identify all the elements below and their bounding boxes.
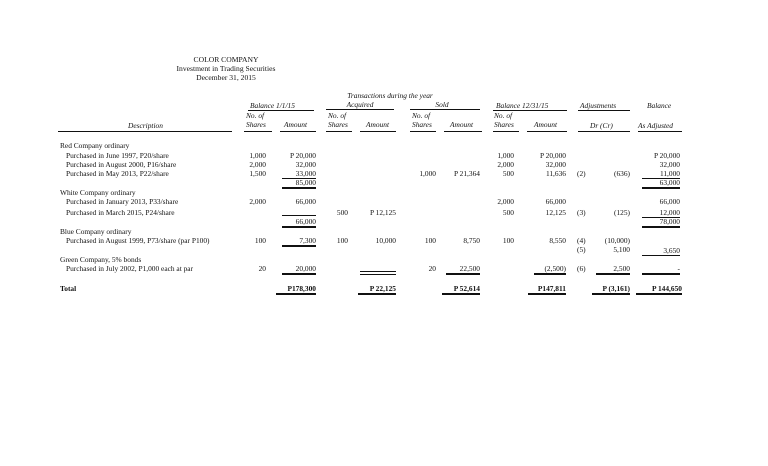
- header-rule: [326, 131, 352, 132]
- balance-start-shares: 1,500: [249, 169, 266, 178]
- balance-start-amount: 32,000: [295, 160, 316, 169]
- header-rule: [410, 131, 436, 132]
- acquired-shares: 500: [336, 208, 348, 217]
- balance-start-amount: P 20,000: [289, 151, 316, 160]
- sold-amount: P 21,364: [453, 169, 480, 178]
- balance-start-shares: 2,000: [249, 197, 266, 206]
- total-balance-adjusted: P 144,650: [636, 284, 682, 295]
- acquired-rule: [326, 109, 394, 110]
- adjustments-rule: [578, 110, 630, 111]
- row-description: Purchased in August 1999, P73/share (par P100): [66, 236, 210, 245]
- sold-shares: 1,000: [419, 169, 436, 178]
- white-subtotal-start: 66,000: [282, 217, 316, 228]
- balance-start-amount: 7,300: [282, 236, 316, 247]
- adjustment-note: (4): [577, 236, 586, 245]
- adjustment-note: (6): [577, 264, 586, 273]
- adjustment-note: (2): [577, 169, 586, 178]
- balance-end-amount: 32,000: [545, 160, 566, 169]
- adjustment-note: (5): [577, 245, 586, 254]
- header-rule: [493, 131, 519, 132]
- balance-start-shares: 2,000: [249, 160, 266, 169]
- acquired-amount: P 12,125: [369, 208, 396, 217]
- balance-end-shares: 2,000: [497, 160, 514, 169]
- header-rule: [638, 131, 682, 132]
- green-company-title: Green Company, 5% bonds: [60, 255, 142, 264]
- description-header: Description: [128, 121, 163, 130]
- acquired-amount: 10,000: [375, 236, 396, 245]
- balance-end-shares: 1,000: [497, 151, 514, 160]
- balance-start-shares: 100: [254, 236, 266, 245]
- balance-end-amount: 11,636: [545, 169, 566, 178]
- description-rule: [58, 131, 232, 132]
- white-company-title: White Company ordinary: [60, 188, 136, 197]
- red-company-title: Red Company ordinary: [60, 141, 130, 150]
- header-rule: [360, 131, 396, 132]
- adjustment-amount: 5,100: [613, 245, 630, 254]
- white-subtotal-adjusted: 78,000: [642, 217, 680, 228]
- total-adjustments: P (3,161): [592, 284, 630, 295]
- acquired-total-rule: [360, 271, 396, 275]
- header-rule: [280, 131, 316, 132]
- red-subtotal-start: 85,000: [282, 178, 316, 189]
- balance-start-amount: 33,000: [282, 169, 316, 179]
- sold-amount: 22,500: [446, 264, 480, 275]
- shares-label: Shares: [246, 120, 266, 129]
- adjustment-note: (3): [577, 208, 586, 217]
- sold-shares: 100: [424, 236, 436, 245]
- report-date: December 31, 2015: [196, 73, 256, 82]
- sold-header: Sold: [435, 100, 449, 109]
- red-subtotal-adjusted: 63,000: [642, 178, 680, 189]
- shares-label: Shares: [412, 120, 432, 129]
- balance-start-shares: 1,000: [249, 151, 266, 160]
- balance-adjusted: -: [642, 264, 680, 275]
- row-description: Purchased in August 2000, P16/share: [66, 160, 177, 169]
- no-of-label: No. of: [494, 111, 513, 120]
- row-description: Purchased in January 2013, P33/share: [66, 197, 179, 206]
- balance-adjusted: 12,000: [642, 208, 680, 218]
- no-of-label: No. of: [412, 111, 431, 120]
- balance-adjusted: 32,000: [659, 160, 680, 169]
- balance-end-amount: 66,000: [545, 197, 566, 206]
- total-balance-start: P178,300: [276, 284, 316, 295]
- acquired-header: Acquired: [346, 100, 374, 109]
- balance-end-amount: 8,550: [549, 236, 566, 245]
- balance-adjusted: 66,000: [659, 197, 680, 206]
- total-label: Total: [60, 284, 77, 293]
- no-of-label: No. of: [246, 111, 265, 120]
- sold-amount: 8,750: [463, 236, 480, 245]
- balance-end-amount: P 20,000: [539, 151, 566, 160]
- balance-end-amount: (2,500): [534, 264, 566, 275]
- shares-label: Shares: [494, 120, 514, 129]
- amount-label: Amount: [534, 120, 557, 129]
- balance-end-amount: 12,125: [545, 208, 566, 217]
- total-balance-end: P147,811: [528, 284, 566, 295]
- balance-start-shares: 20: [258, 264, 266, 273]
- balance-adjusted: 11,000: [642, 169, 680, 179]
- balance-start-amount: 66,000: [295, 197, 316, 206]
- adjustment-amount: (636): [613, 169, 630, 178]
- sold-shares: 20: [428, 264, 436, 273]
- balance-end-shares: 500: [502, 208, 514, 217]
- amount-label: Amount: [366, 120, 389, 129]
- sold-rule: [410, 109, 480, 110]
- report-subtitle: Investment in Trading Securities: [176, 64, 276, 73]
- balance-end-shares: 2,000: [497, 197, 514, 206]
- blue-company-title: Blue Company ordinary: [60, 227, 132, 236]
- amount-label: Amount: [284, 120, 307, 129]
- balance-end-shares: 100: [502, 236, 514, 245]
- total-sold: P 52,614: [442, 284, 480, 295]
- balance-header: Balance: [647, 101, 672, 110]
- acquired-shares: 100: [336, 236, 348, 245]
- shares-label: Shares: [328, 120, 348, 129]
- header-rule: [578, 131, 630, 132]
- transactions-header: Transactions during the year: [347, 91, 433, 100]
- balance-end-header: Balance 12/31/15: [496, 101, 549, 110]
- balance-end-shares: 500: [502, 169, 514, 178]
- no-of-label: No. of: [328, 111, 347, 120]
- as-adjusted-label: As Adjusted: [638, 121, 673, 130]
- header-rule: [244, 131, 272, 132]
- adjustment-amount: 2,500: [596, 264, 630, 275]
- row-description: Purchased in July 2002, P1,000 each at par: [66, 264, 194, 273]
- row-description: Purchased in May 2013, P22/share: [66, 169, 169, 178]
- header-rule: [444, 131, 482, 132]
- adjustments-header: Adjustments: [580, 101, 617, 110]
- adjustment-amount: (125): [613, 208, 630, 217]
- balance-adjusted: P 20,000: [653, 151, 680, 160]
- amount-label: Amount: [450, 120, 473, 129]
- total-acquired: P 22,125: [358, 284, 396, 295]
- company-name: COLOR COMPANY: [193, 55, 259, 64]
- white-subtotal-rule: [282, 215, 316, 216]
- row-description: Purchased in June 1997, P20/share: [66, 151, 169, 160]
- adjustment-amount: (10,000): [604, 236, 630, 245]
- balance-start-header: Balance 1/1/15: [250, 101, 295, 110]
- dr-cr-label: Dr (Cr): [590, 121, 613, 130]
- balance-start-amount: 20,000: [282, 264, 316, 275]
- balance-adjusted: 3,650: [642, 246, 680, 256]
- header-rule: [527, 131, 567, 132]
- row-description: Purchased in March 2015, P24/share: [66, 208, 175, 217]
